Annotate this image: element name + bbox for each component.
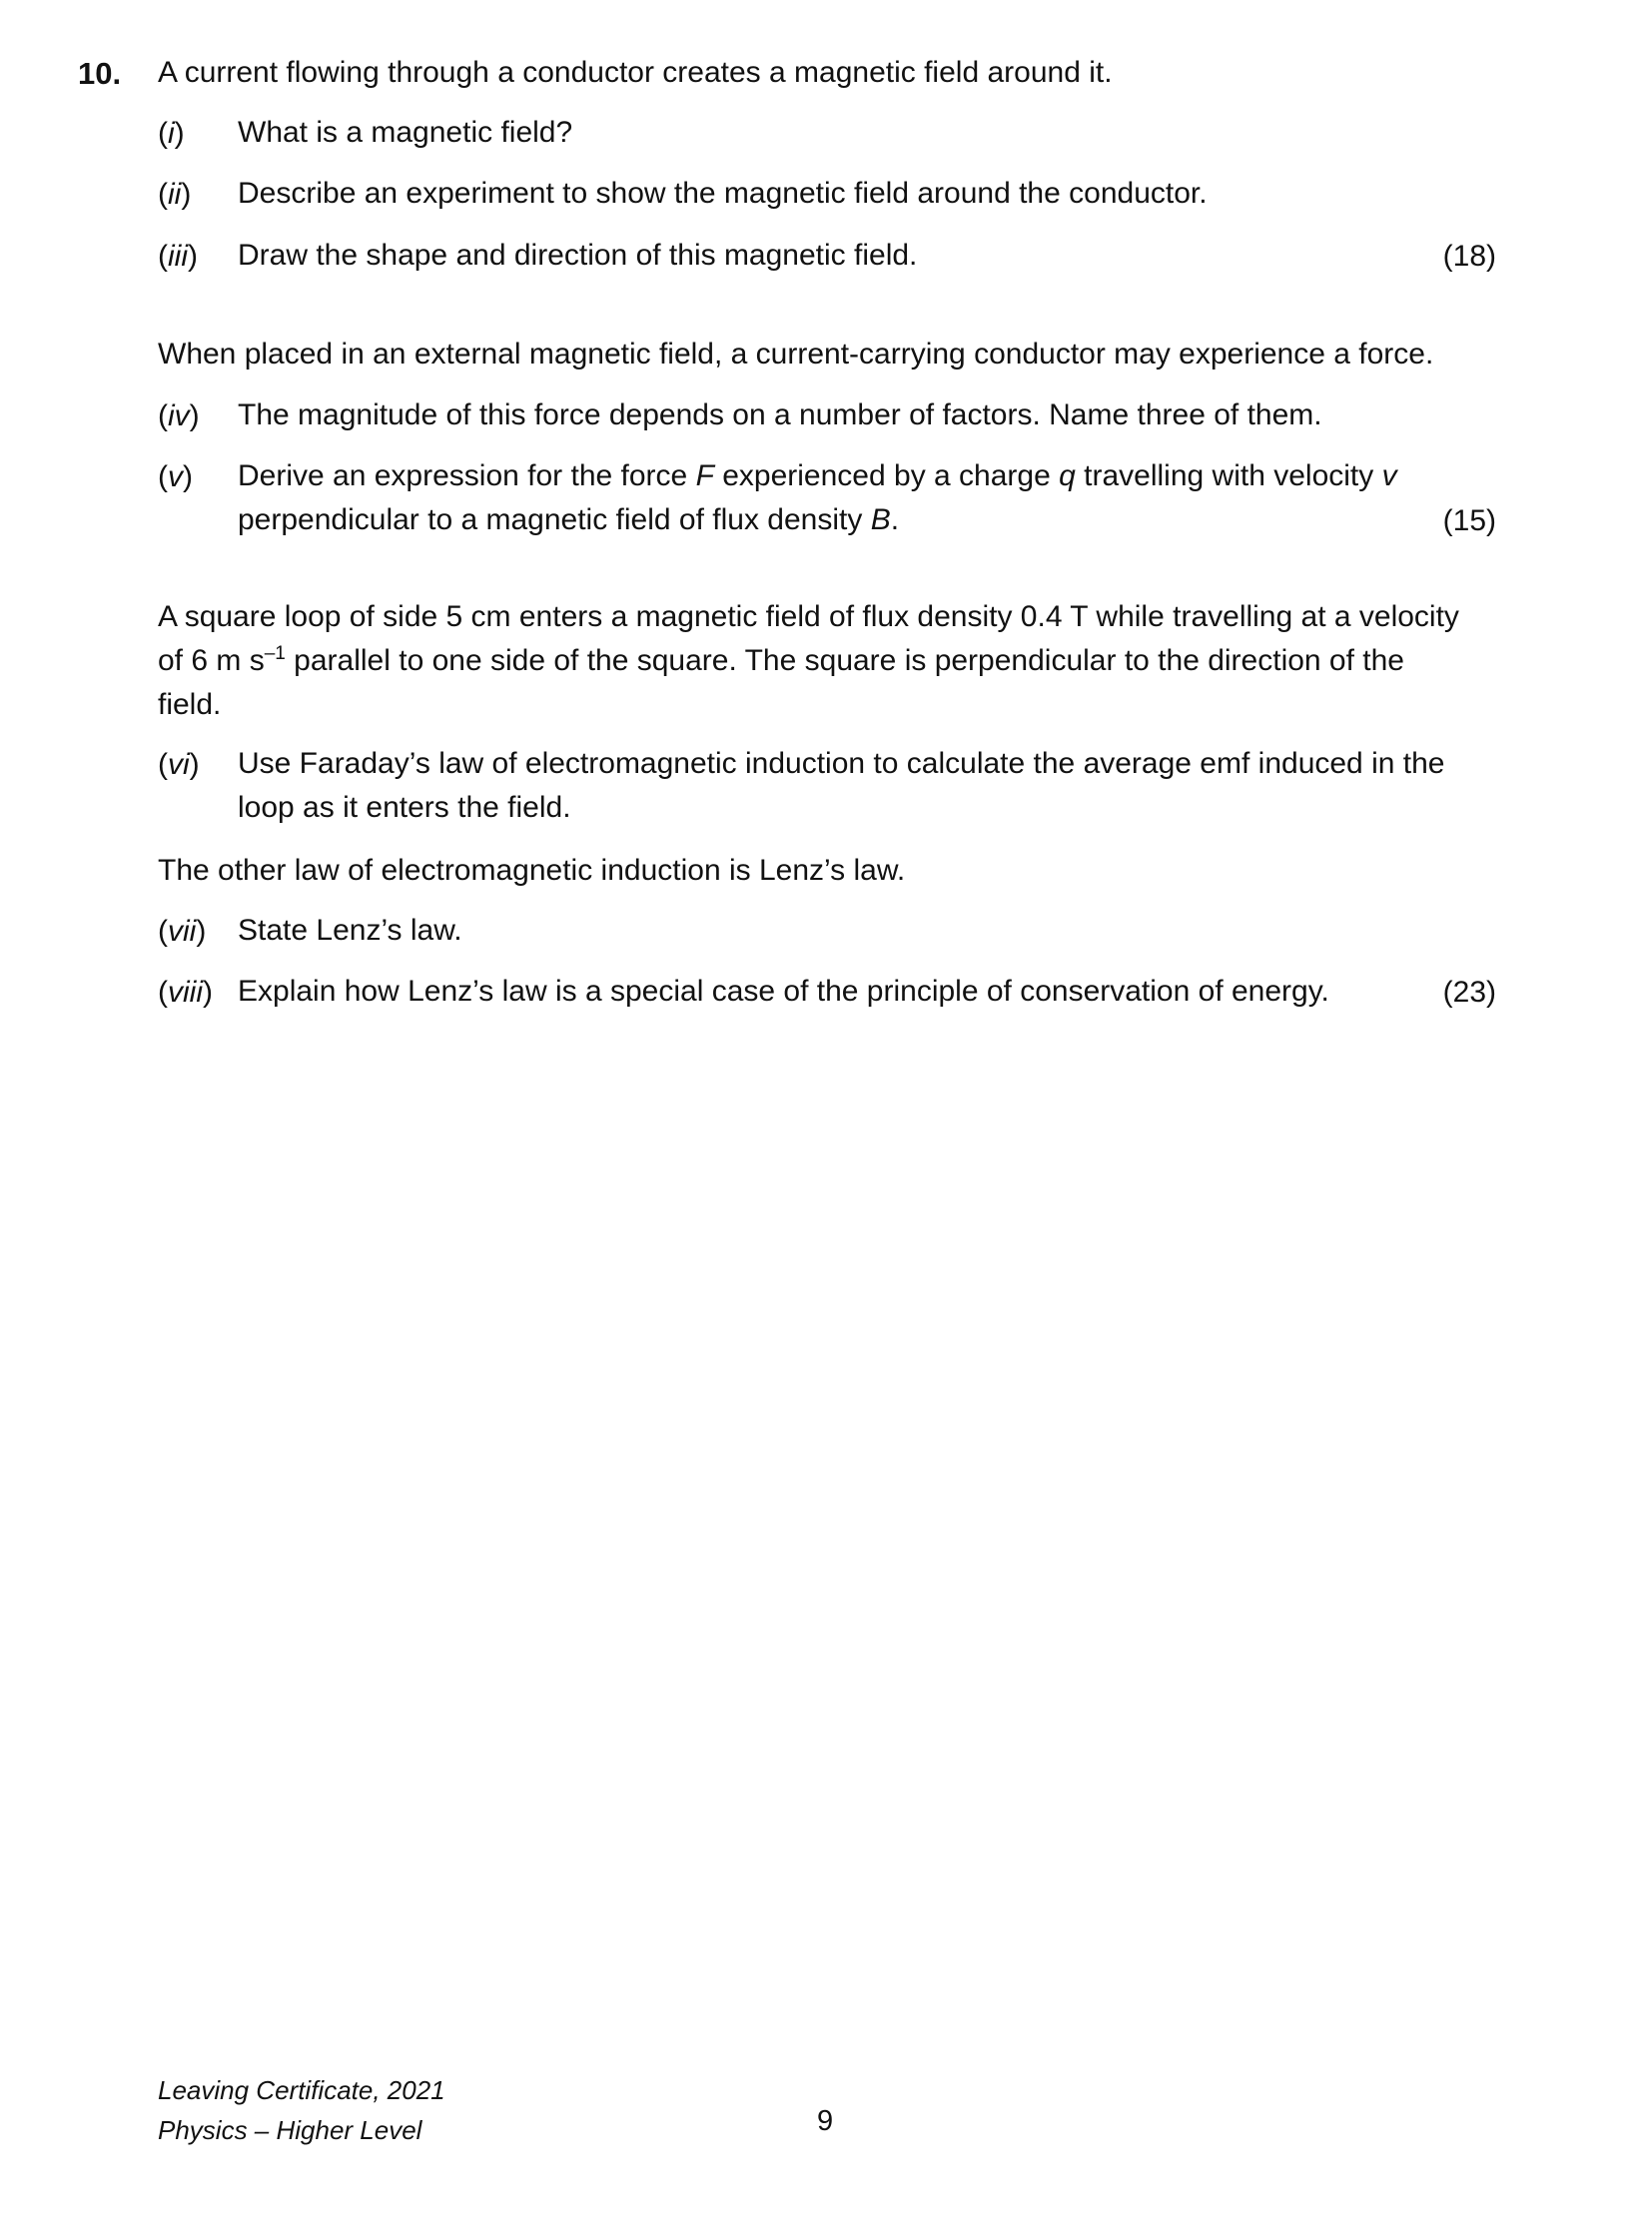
- part-text: Explain how Lenz’s law is a special case of the principle of conservation of energy.: [238, 975, 1329, 1008]
- section-intro: A square loop of side 5 cm enters a magnetic field of flux density 0.4 T while travelling at a velocity of 6 m $s^{-1}$ parallel to one side of the square. The square is perpendicular to the direction of the field.: [158, 600, 1459, 721]
- part-text: What is a magnetic field?: [238, 116, 573, 149]
- section-intro: When placed in an external magnetic field, a current-carrying conductor may experience a force.: [158, 338, 1434, 371]
- part-label: (viii): [158, 976, 213, 1009]
- part-text: Describe an experiment to show the magnetic field around the conductor.: [238, 177, 1208, 210]
- footer-subject-level: Physics – Higher Level: [158, 2115, 422, 2145]
- part-label: (i): [158, 117, 185, 150]
- question-number: 10.: [78, 56, 122, 91]
- marks-label: (15): [1442, 504, 1496, 537]
- part-label: (vi): [158, 748, 200, 781]
- part-label: (ii): [158, 178, 192, 211]
- page-number: 9: [817, 2105, 834, 2137]
- part-text: The magnitude of this force depends on a number of factors. Name three of them.: [238, 398, 1322, 431]
- part-label: (v): [158, 460, 193, 493]
- part-text: Draw the shape and direction of this magnetic field.: [238, 239, 918, 272]
- part-text: State Lenz’s law.: [238, 914, 462, 947]
- question-intro: A current flowing through a conductor creates a magnetic field around it.: [158, 56, 1113, 89]
- part-label: (iv): [158, 399, 200, 432]
- section-intro: The other law of electromagnetic induction is Lenz’s law.: [158, 854, 906, 887]
- part-label: (vii): [158, 915, 207, 948]
- marks-label: (23): [1442, 976, 1496, 1009]
- part-label: (iii): [158, 240, 198, 273]
- marks-label: (18): [1442, 240, 1496, 273]
- part-text: Use Faraday’s law of electromagnetic induction to calculate the average emf induced in the loop as it enters the field.: [238, 747, 1445, 824]
- part-text: Derive an expression for the force F experienced by a charge q travelling with velocity v perpendicular to a magnetic field of flux density B.: [238, 459, 1397, 536]
- footer-exam-title: Leaving Certificate, 2021: [158, 2075, 445, 2105]
